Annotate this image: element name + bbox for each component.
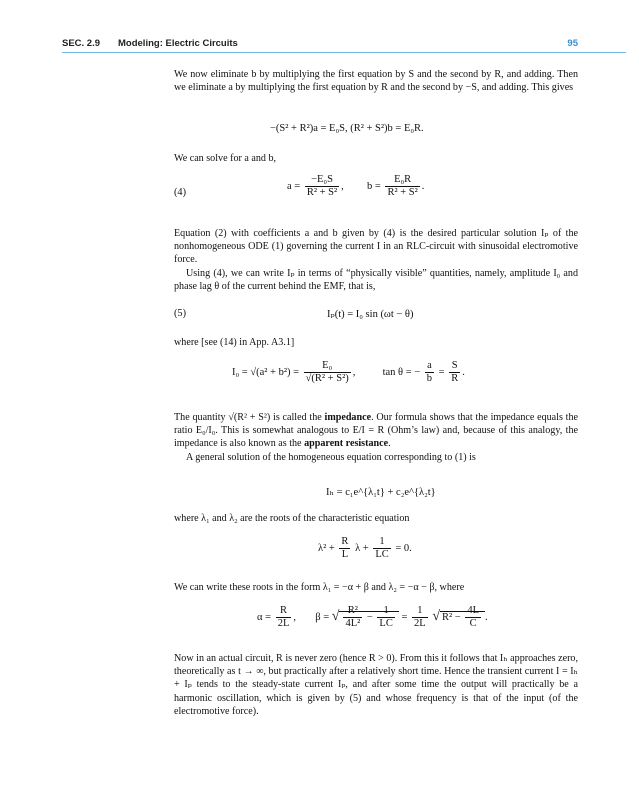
term-impedance: impedance xyxy=(324,412,372,423)
term-apparent-resistance: apparent resistance xyxy=(304,438,389,450)
amp-lhs: I₀ = √(a² + b²) = xyxy=(232,366,300,378)
alpha-fraction: $\frac{R}{2L}$ xyxy=(277,605,290,629)
section-label: SEC. 2.9 xyxy=(62,38,101,49)
eq4-b-lhs: b = xyxy=(367,180,381,192)
paragraph-characteristic: where λ₁ and λ₂ are the roots of the characteristic equation xyxy=(174,513,410,524)
paragraph-solve: We can solve for a and b, xyxy=(174,153,277,164)
header-rule xyxy=(62,52,626,53)
char-mid: λ + xyxy=(355,542,369,554)
beta-lhs: β = xyxy=(315,611,330,623)
paragraph-roots: We can write these roots in the form λ₁ = −α + β and λ₂ = −α − β, where xyxy=(174,582,465,593)
char-r-over-l: $\frac{R}{L}$ xyxy=(341,536,349,560)
paragraph-where: where [see (14) in App. A3.1] xyxy=(174,337,295,348)
eq4-a-lhs: a = xyxy=(287,180,301,192)
char-lead: λ² + xyxy=(318,542,335,554)
tan-fraction-ab: $\frac{a}{b}$ xyxy=(426,360,433,384)
tan-lhs: tan θ = − xyxy=(382,366,421,378)
page-header xyxy=(62,38,578,54)
section-title: Modeling: Electric Circuits xyxy=(118,38,238,49)
tan-fraction-sr: $\frac{S}{R}$ xyxy=(451,360,459,384)
equation-homogeneous: Iₕ = c₁e^{λ₁t} + c₂e^{λ₂t} xyxy=(326,487,436,498)
equation-characteristic xyxy=(318,536,412,561)
equation-5: Iₚ(t) = I₀ sin (ωt − θ) xyxy=(327,309,414,320)
equation-4: a = $\frac{\text{−E₀S}}{\text{R² + S²}}$ , b = $\frac{\text{E₀R}}{\text{R² + S²}}$ . xyxy=(287,174,425,198)
equation-alpha-beta: α = $\frac{R}{2L}$ , β = √ $\frac{\text{R²}}{\text{4L²}}$ − $\frac{1}{LC}$ = $\frac{1}{2L}$ √ R² − $\frac{4L}{C}$ . xyxy=(257,605,488,629)
paragraph-transient: Now in an actual circuit, R is never zero (hence R > 0). From this it follows that Iₕ approaches zero, theoretically as t → ∞, but practically after a relatively short time. Hence the transient current I = Iₕ + Iₚ tends to the steady-state current Iₚ, and after some time the output will practically be a harmonic oscillation, which is given by (5) and whose frequency is that of the input (of the electromotive force). xyxy=(174,653,578,717)
equation-elimination: −(S² + R²)a = E₀S, (R² + S²)b = E₀R. xyxy=(270,123,424,134)
beta-equals: = xyxy=(401,611,408,623)
char-one-over-lc: $\frac{1}{LC}$ xyxy=(375,536,389,560)
tan-equals: = xyxy=(438,366,445,378)
amp-fraction: $\frac{\text{E₀}}{\text{√(R² + S²)}}$ xyxy=(305,360,349,384)
equation-amplitude-phase: I₀ = √(a² + b²) = $\frac{\text{E₀}}{\text{√(R² + S²)}}$ , tan θ = − $\frac{a}{b}$ = $\frac{S}{R}$ . xyxy=(232,360,465,384)
beta-radicand-2: R² − $\frac{4L}{C}$ xyxy=(440,611,485,623)
char-tail: = 0. xyxy=(395,542,412,554)
eq4-a-fraction: $\frac{\text{−E₀S}}{\text{R² + S²}}$ xyxy=(306,174,338,198)
alpha-lhs: α = xyxy=(257,611,272,623)
equation-label-5: (5) xyxy=(174,308,187,319)
paragraph-particular-solution: Equation (2) with coefficients a and b given by (4) is the desired particular solution Iₚ of the nonhomogeneous ODE (1) governing the current I in an RLC-circuit with sinusoidal electromotive force. Using (4), we can write Iₚ in terms of “physically visible” quantities, namely, amplitude I₀ and phase lag θ of the current behind the EMF, that is, xyxy=(174,228,578,292)
equation-label-4: (4) xyxy=(174,187,187,198)
beta-radicand: $\frac{\text{R²}}{\text{4L²}}$ − $\frac{1}{LC}$ xyxy=(339,611,398,623)
eq4-b-fraction: $\frac{\text{E₀R}}{\text{R² + S²}}$ xyxy=(387,174,418,198)
paragraph-eliminate: We now eliminate b by multiplying the first equation by S and the second by R, and adding. Then we eliminate a by multiplying the first equation by R and the second by −S, and adding. This gives xyxy=(174,69,578,94)
page-number: 95 xyxy=(567,38,578,49)
beta-coefficient: $\frac{1}{2L}$ xyxy=(414,605,426,629)
paragraph-impedance: The quantity √(R² + S²) is called the impedance. Our formula shows that the impedance equals the ratio E₀/I₀. This is somewhat analogous to E/I = R (Ohm’s law) and, because of this analogy, the impedance is also known as the apparent resistance. A general solution of the homogeneous equation corresponding to (1) is xyxy=(174,412,578,463)
